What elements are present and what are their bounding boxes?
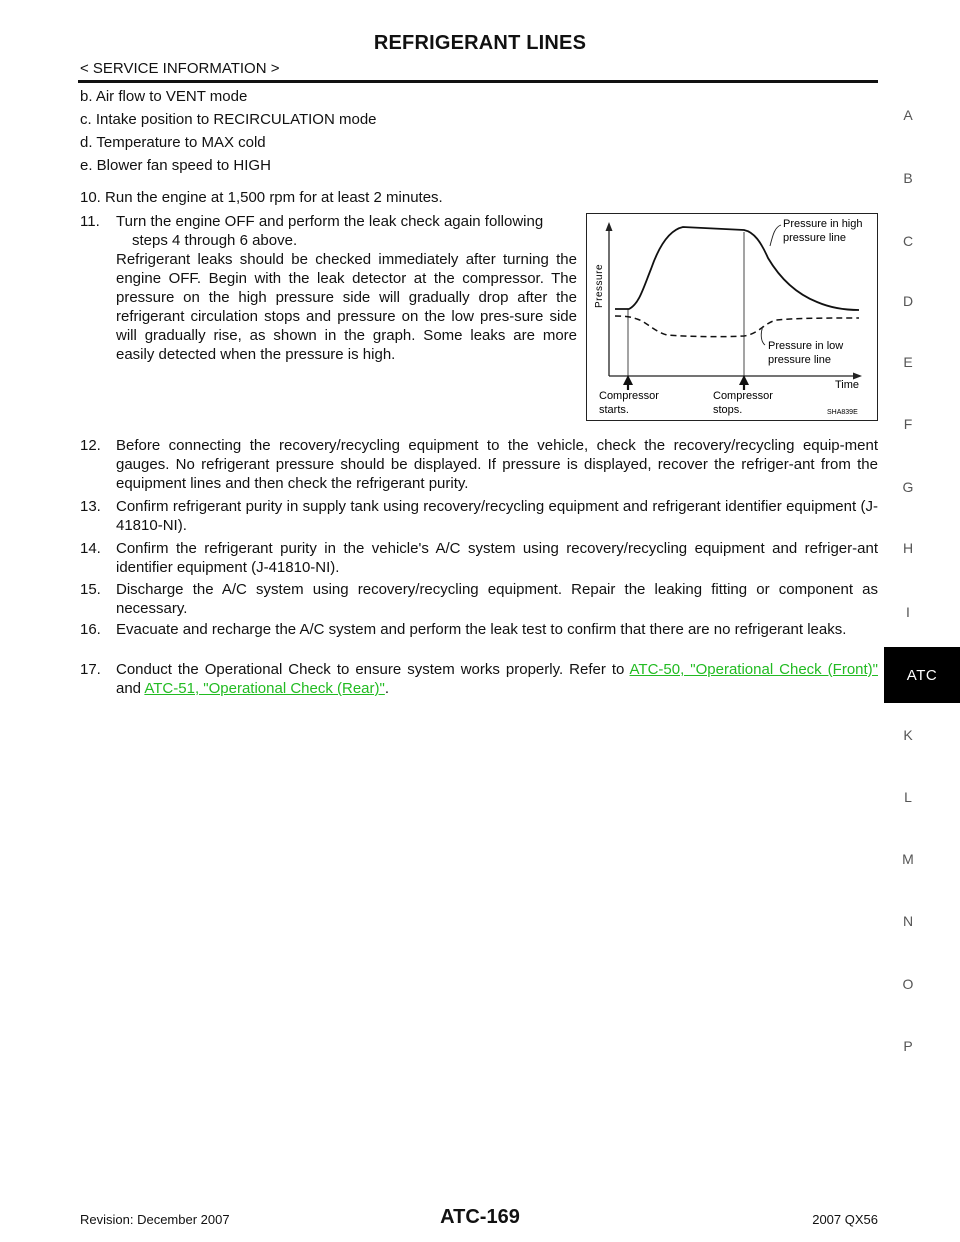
substep-d: d. Temperature to MAX cold — [80, 134, 266, 151]
step-17-text-pre: Conduct the Operational Check to ensure system works properly. Refer to — [116, 661, 630, 678]
index-tab-b[interactable]: B — [903, 170, 913, 186]
y-axis-arrow — [606, 222, 613, 231]
index-tab-e[interactable]: E — [903, 354, 913, 370]
index-tab-n[interactable]: N — [902, 913, 914, 929]
stop-label-1: Compressor — [713, 390, 773, 402]
index-tab-c[interactable]: C — [902, 233, 914, 249]
step-14-body: Confirm the refrigerant purity in the vehicle's A/C system using recovery/recycling equipment and refriger-ant identifier equipment (J-41810-NI). — [116, 540, 878, 576]
low-line-label-1: Pressure in low — [768, 340, 844, 352]
footer-revision: Revision: December 2007 — [80, 1212, 230, 1227]
footer-page-number: ATC-169 — [440, 1206, 520, 1228]
footer-model: 2007 QX56 — [812, 1212, 878, 1227]
step-17-body — [116, 660, 878, 698]
step-15-body: Discharge the A/C system using recovery/recycling equipment. Repair the leaking fitting or component as necessary. — [116, 581, 878, 617]
index-tab-i[interactable]: I — [906, 604, 910, 620]
substep-e: e. Blower fan speed to HIGH — [80, 157, 271, 174]
index-tab-k[interactable]: K — [903, 727, 913, 743]
step-17-text-post: . — [384, 680, 390, 697]
start-label-2: starts. — [599, 404, 629, 416]
high-line-leader — [770, 225, 781, 246]
figure-id: SHA839E — [827, 409, 858, 416]
step-11-line-2: steps 4 through 6 above. — [132, 232, 298, 249]
index-tab-a[interactable]: A — [903, 107, 913, 123]
stop-label-2: stops. — [713, 404, 743, 416]
step-12-number: 12. — [80, 437, 101, 454]
step-11-number: 11. — [80, 213, 100, 230]
start-label-1: Compressor — [599, 390, 659, 402]
index-tab-l[interactable]: L — [904, 789, 912, 805]
index-tab-o[interactable]: O — [902, 976, 914, 992]
step-14-number: 14. — [80, 540, 101, 557]
index-tab-atc-active[interactable]: ATC — [884, 647, 960, 703]
step-13-number: 13. — [80, 498, 101, 515]
index-tab-h[interactable]: H — [902, 540, 914, 556]
low-line-leader — [761, 326, 765, 345]
index-tab-d[interactable]: D — [902, 293, 914, 309]
step-10: 10. Run the engine at 1,500 rpm for at least 2 minutes. — [80, 189, 443, 206]
high-line-label-2: pressure line — [783, 232, 846, 244]
step-16-body: Evacuate and recharge the A/C system and perform the leak test to confirm that there are no refrigerant leaks. — [116, 621, 847, 638]
index-tab-m[interactable]: M — [902, 851, 914, 867]
x-axis-label: Time — [835, 379, 860, 391]
step-11-body: Refrigerant leaks should be checked immediately after turning the engine OFF. Begin with the leak detector at the compressor. The pressure on the high pressure side will gradually drop after the refrigerant circulation stops and pressure on the low pres-sure side will gradually rise, as shown in the graph. Some leaks are more easily detected when the pressure is high. — [116, 251, 577, 363]
index-tab-p[interactable]: P — [903, 1038, 913, 1054]
step-17-number: 17. — [80, 661, 101, 678]
pressure-time-graph — [586, 213, 878, 421]
low-line-label-2: pressure line — [768, 354, 831, 366]
step-17-text-mid: and — [116, 680, 145, 697]
section-breadcrumb: < SERVICE INFORMATION > — [80, 60, 280, 77]
pressure-graph-svg — [587, 214, 876, 419]
high-line-label-1: Pressure in high — [783, 218, 863, 230]
page-title: REFRIGERANT LINES — [373, 32, 587, 54]
substep-b: b. Air flow to VENT mode — [80, 88, 248, 105]
y-axis-label: Pressure — [594, 263, 605, 309]
link-atc-51-operational-check-rear[interactable]: ATC-51, "Operational Check (Rear)" — [144, 680, 385, 697]
link-atc-50-operational-check-front[interactable]: ATC-50, "Operational Check (Front)" — [629, 661, 879, 678]
header-divider — [78, 80, 878, 83]
low-pressure-curve — [615, 316, 859, 337]
step-12-body: Before connecting the recovery/recycling equipment to the vehicle, check the recovery/recycling equip-ment gauges. No refrigerant pressure should be displayed. If pressure is displayed, recover the refriger-ant from the equipment lines and then check the refrigerant purity. — [116, 437, 878, 492]
index-tab-f[interactable]: F — [903, 416, 913, 432]
index-tab-g[interactable]: G — [902, 479, 914, 495]
step-15-number: 15. — [80, 581, 101, 598]
step-13-body: Confirm refrigerant purity in supply tank using recovery/recycling equipment and refrigerant identifier equipment (J-41810-NI). — [116, 498, 878, 534]
substep-c: c. Intake position to RECIRCULATION mode — [80, 111, 377, 128]
step-11-line-1: Turn the engine OFF and perform the leak check again following — [116, 213, 544, 230]
step-16-number: 16. — [80, 621, 101, 638]
